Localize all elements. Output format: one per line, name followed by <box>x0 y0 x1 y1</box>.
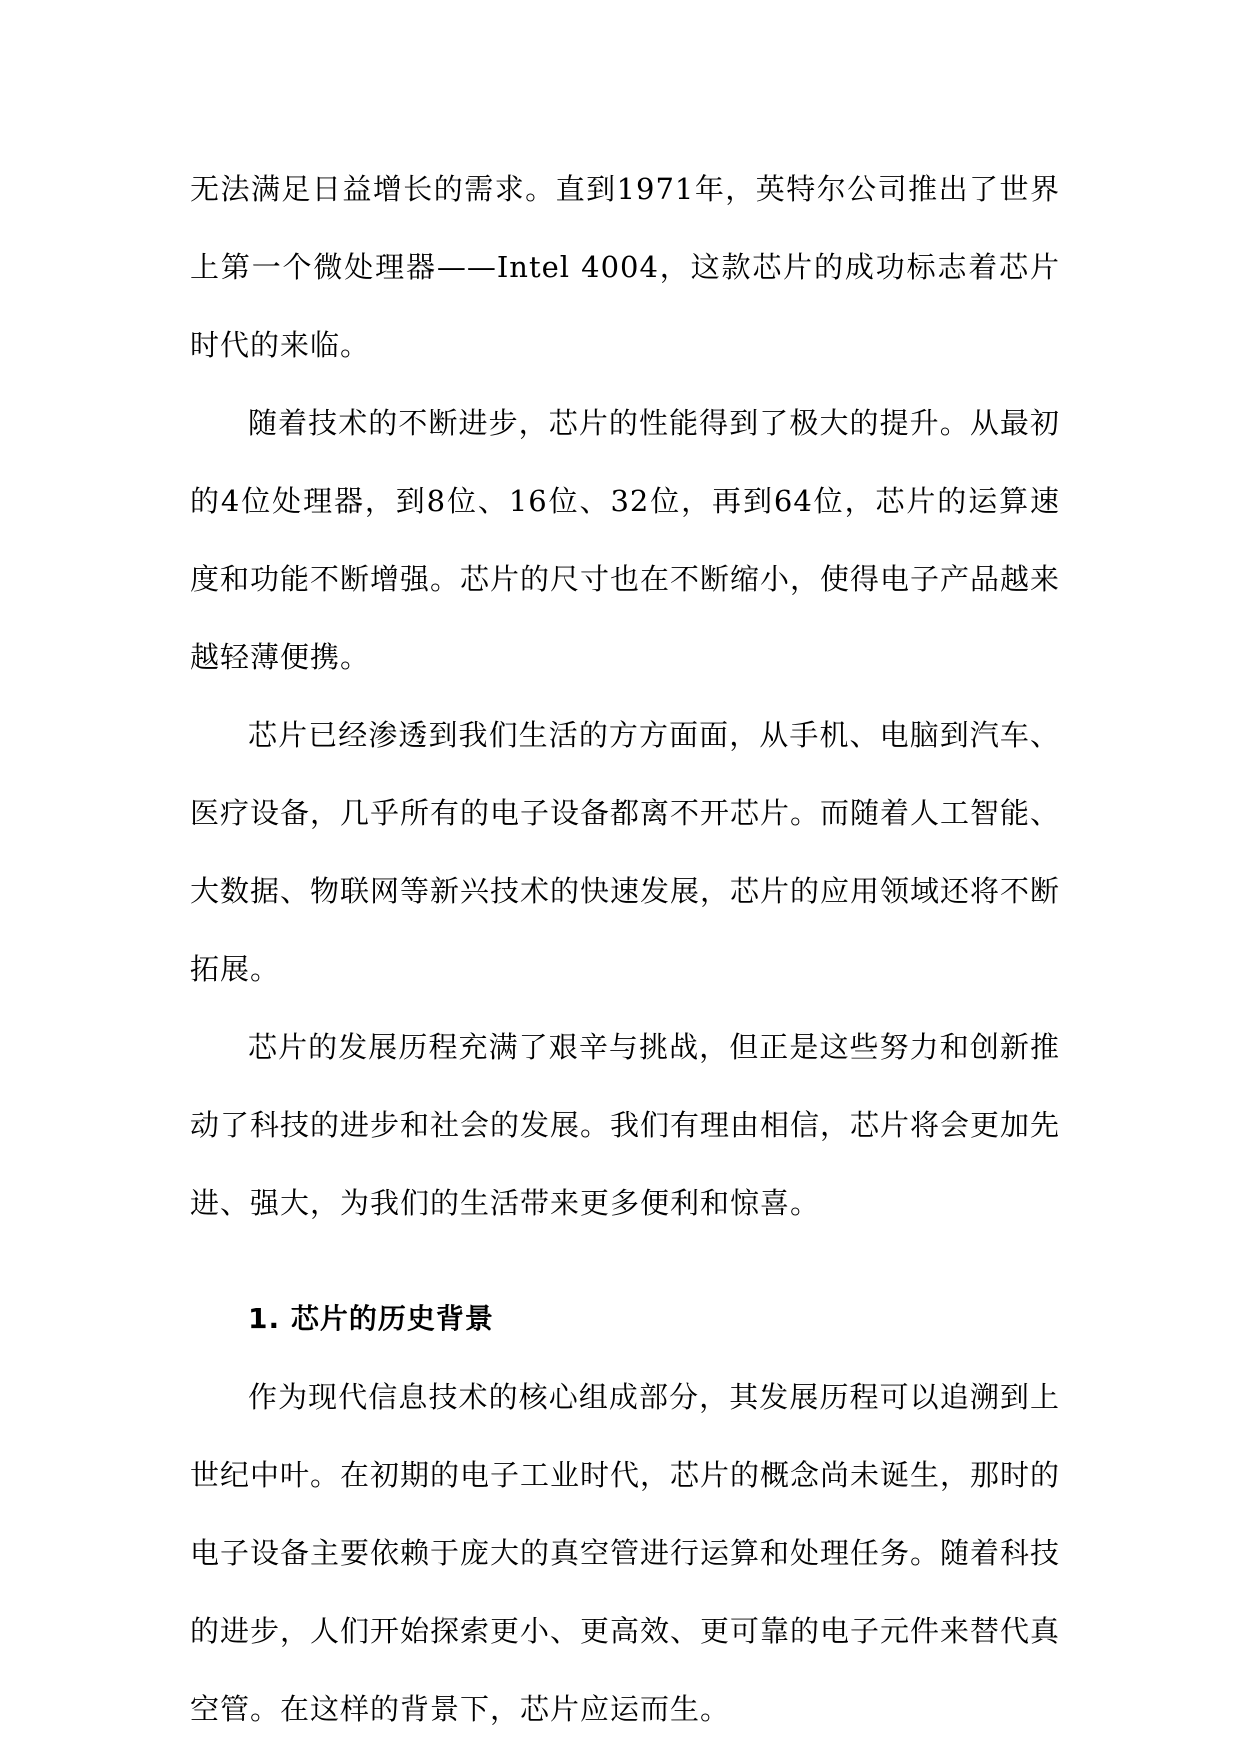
paragraph-chip-applications: 芯片已经渗透到我们生活的方方面面，从手机、电脑到汽车、医疗设备，几乎所有的电子设备都离不开芯片。而随着人工智能、大数据、物联网等新兴技术的快速发展，芯片的应用领域还将不断拓展。 <box>190 718 1061 986</box>
paragraph-continuation: 无法满足日益增长的需求。直到1971年，英特尔公司推出了世界上第一个微处理器——Intel 4004，这款芯片的成功标志着芯片时代的来临。 <box>190 172 1060 362</box>
paragraph-chip-outlook: 芯片的发展历程充满了艰辛与挑战，但正是这些努力和创新推动了科技的进步和社会的发展。我们有理由相信，芯片将会更加先进、强大，为我们的生活带来更多便利和惊喜。 <box>190 1030 1061 1220</box>
document-page <box>190 150 1060 1748</box>
section-heading: 1. 芯片的历史背景 <box>248 1302 494 1335</box>
paragraph-history-background: 作为现代信息技术的核心组成部分，其发展历程可以追溯到上世纪中叶。在初期的电子工业时代，芯片的概念尚未诞生，那时的电子设备主要依赖于庞大的真空管进行运算和处理任务。随着科技的进步，人们开始探索更小、更高效、更可靠的电子元件来替代真空管。在这样的背景下，芯片应运而生。 <box>190 1380 1061 1726</box>
paragraph-technology-progress: 随着技术的不断进步，芯片的性能得到了极大的提升。从最初的4位处理器，到8位、16位、32位，再到64位，芯片的运算速度和功能不断增强。芯片的尺寸也在不断缩小，使得电子产品越来越轻薄便携。 <box>190 406 1061 674</box>
